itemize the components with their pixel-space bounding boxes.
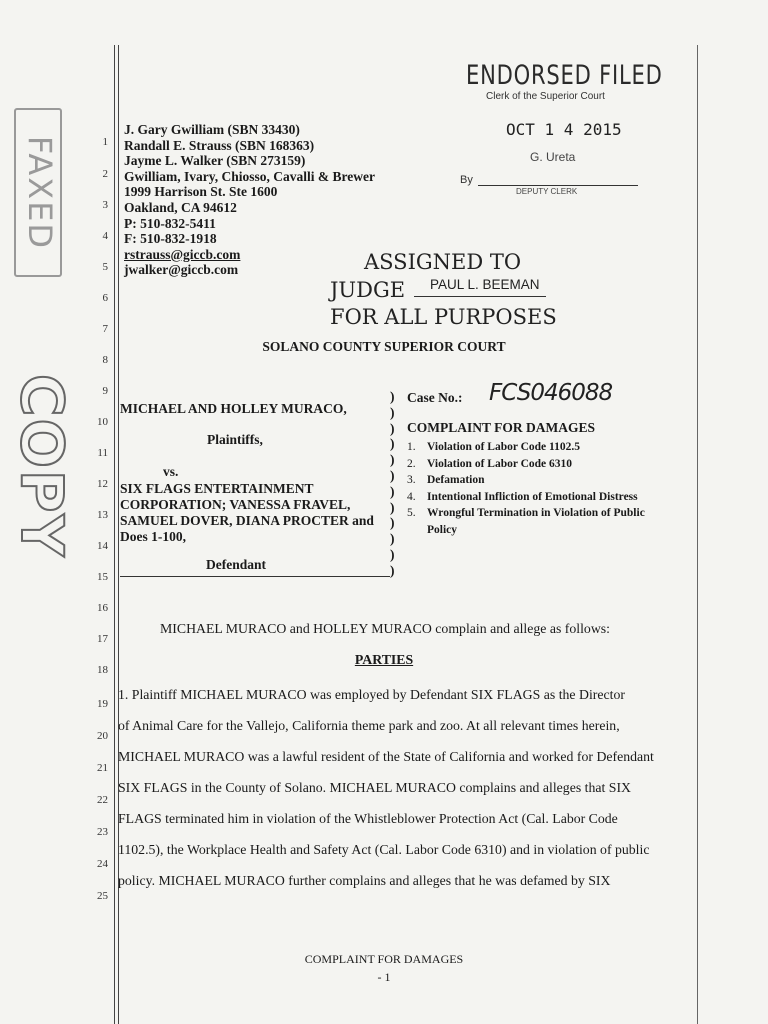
assigned-to-line: ASSIGNED TO — [364, 250, 522, 274]
cause-text: Intentional Infliction of Emotional Distress — [427, 490, 638, 503]
paragraph-1 — [118, 679, 698, 896]
paragraph-line: 1. Plaintiff MICHAEL MURACO was employed by Defendant SIX FLAGS as the Director — [118, 687, 625, 702]
faxed-stamp — [14, 108, 62, 277]
defendant-line: CORPORATION; VANESSA FRAVEL, — [120, 497, 351, 512]
deputy-clerk-label: DEPUTY CLERK — [516, 187, 578, 196]
caption-paren: ) — [390, 404, 395, 420]
defendant-line: SAMUEL DOVER, DIANA PROCTER and — [120, 513, 374, 528]
versus-label: vs. — [163, 464, 179, 479]
cause-number: 5. — [407, 507, 416, 520]
causes-of-action-list — [407, 439, 645, 539]
cause-of-action — [407, 439, 645, 456]
caption-paren: ) — [390, 531, 395, 547]
cause-of-action — [407, 489, 645, 506]
caption-paren: ) — [390, 547, 395, 562]
line-number: 9 — [102, 385, 108, 397]
line-number: 7 — [102, 323, 108, 335]
endorsed-filed-stamp: ENDORSED FILED — [466, 60, 663, 91]
judge-name: PAUL L. BEEMAN — [430, 277, 540, 292]
caption-paren: ) — [390, 452, 395, 468]
counsel-line: Oakland, CA 94612 — [124, 199, 237, 215]
line-number: 17 — [97, 633, 108, 645]
clerk-name: G. Ureta — [530, 150, 576, 164]
endorsed-clerk-label: Clerk of the Superior Court — [486, 91, 605, 102]
counsel-lines — [124, 122, 375, 247]
line-number: 15 — [97, 571, 108, 583]
caption-bottom-rule — [120, 576, 390, 577]
cause-of-action — [407, 472, 645, 489]
line-number: 24 — [97, 858, 108, 870]
paragraph-line: FLAGS terminated him in violation of the Whistleblower Protection Act (Cal. Labor Code — [118, 811, 618, 826]
intro-sentence: MICHAEL MURACO and HOLLEY MURACO complain and allege as follows: — [160, 621, 611, 636]
case-number-label: Case No.: — [407, 390, 463, 405]
line-number: 4 — [102, 230, 108, 242]
counsel-line: Gwilliam, Ivary, Chiosso, Cavalli & Brewer — [124, 168, 375, 184]
counsel-line: Randall E. Strauss (SBN 168363) — [124, 137, 315, 153]
line-number: 23 — [97, 826, 108, 838]
line-number: 20 — [97, 730, 108, 742]
cause-text: Violation of Labor Code 1102.5 — [427, 441, 581, 453]
paragraph-line: 1102.5), the Workplace Health and Safety Act (Cal. Labor Code 6310) and in violation of public — [118, 842, 650, 857]
line-number: 1 — [102, 136, 108, 148]
complaint-title: COMPLAINT FOR DAMAGES — [407, 420, 596, 435]
caption-paren: ) — [390, 499, 395, 515]
caption-paren: ) — [390, 468, 395, 483]
cause-of-action — [407, 456, 645, 473]
paragraph-line: SIX FLAGS in the County of Solano. MICHAEL MURACO complains and alleges that SIX — [118, 780, 632, 795]
paragraph-line: of Animal Care for the Vallejo, California theme park and zoo. At all relevant times herein, — [118, 718, 620, 733]
caption-paren: ) — [390, 562, 395, 578]
cause-of-action — [407, 505, 645, 522]
cause-number: 2. — [407, 457, 416, 470]
line-number: 3 — [102, 199, 108, 211]
cause-number: 3. — [407, 474, 416, 487]
caption-paren: ) — [390, 420, 395, 436]
plaintiffs-label: Plaintiffs, — [207, 432, 263, 447]
cause-text: Defamation — [427, 474, 485, 487]
cause-text-continued: Policy — [427, 523, 458, 536]
line-number: 8 — [102, 354, 108, 366]
counsel-line: Jayme L. Walker (SBN 273159) — [124, 153, 306, 169]
counsel-line: F: 510-832-1918 — [124, 231, 217, 247]
by-label: By — [460, 174, 473, 186]
case-number-value: FCS046088 — [489, 380, 613, 406]
parties-heading: PARTIES — [354, 652, 414, 667]
counsel-email-strauss[interactable]: rstrauss@giccb.com — [124, 246, 241, 262]
counsel-email-walker[interactable]: jwalker@giccb.com — [124, 262, 239, 278]
caption-paren: ) — [390, 389, 395, 404]
line-number: 6 — [102, 292, 108, 304]
counsel-line: J. Gary Gwilliam (SBN 33430) — [124, 122, 300, 137]
line-number: 21 — [97, 762, 108, 774]
line-number: 14 — [97, 540, 108, 552]
line-number: 10 — [97, 416, 108, 428]
defendant-label: Defendant — [206, 557, 266, 572]
defendant-line: Does 1-100, — [120, 529, 186, 544]
footer-title: COMPLAINT FOR DAMAGES — [304, 952, 464, 966]
signature-line — [478, 185, 638, 186]
paragraph-line: policy. MICHAEL MURACO further complains and alleges that he was defamed by SIX — [118, 873, 611, 888]
judge-label: JUDGE — [330, 278, 406, 302]
court-name: SOLANO COUNTY SUPERIOR COURT — [262, 339, 506, 354]
line-number: 13 — [97, 509, 108, 521]
cause-text: Violation of Labor Code 6310 — [427, 457, 573, 470]
line-number: 11 — [97, 447, 108, 459]
paragraph-line: MICHAEL MURACO was a lawful resident of the State of California and worked for Defendant — [118, 749, 654, 764]
defendant-line: SIX FLAGS ENTERTAINMENT — [120, 481, 314, 496]
left-margin-rule — [114, 45, 115, 1024]
cause-number: 4. — [407, 490, 416, 503]
page-number: - 1 — [377, 970, 391, 984]
counsel-line: P: 510-832-5411 — [124, 215, 216, 231]
cause-number: 1. — [407, 441, 416, 453]
judge-underline — [414, 296, 546, 297]
filed-date: OCT 1 4 2015 — [506, 120, 622, 139]
cause-text: Wrongful Termination in Violation of Public — [427, 507, 645, 520]
line-number: 16 — [97, 602, 108, 614]
caption-paren: ) — [390, 436, 395, 452]
line-number: 12 — [97, 478, 108, 490]
counsel-line: 1999 Harrison St. Ste 1600 — [124, 184, 278, 200]
copy-stamp: COPY — [8, 374, 76, 559]
for-all-purposes-line: FOR ALL PURPOSES — [330, 305, 557, 329]
plaintiffs-names: MICHAEL AND HOLLEY MURACO, — [120, 401, 347, 416]
caption-paren: ) — [390, 515, 395, 531]
caption-paren: ) — [390, 483, 395, 499]
line-number: 2 — [102, 168, 108, 180]
faxed-stamp-text: FAXED — [21, 135, 59, 251]
counsel-block — [124, 122, 375, 278]
line-number: 25 — [97, 890, 108, 902]
line-number: 19 — [97, 698, 108, 710]
line-number: 5 — [102, 261, 108, 273]
line-number: 22 — [97, 794, 108, 806]
line-number: 18 — [97, 664, 108, 676]
